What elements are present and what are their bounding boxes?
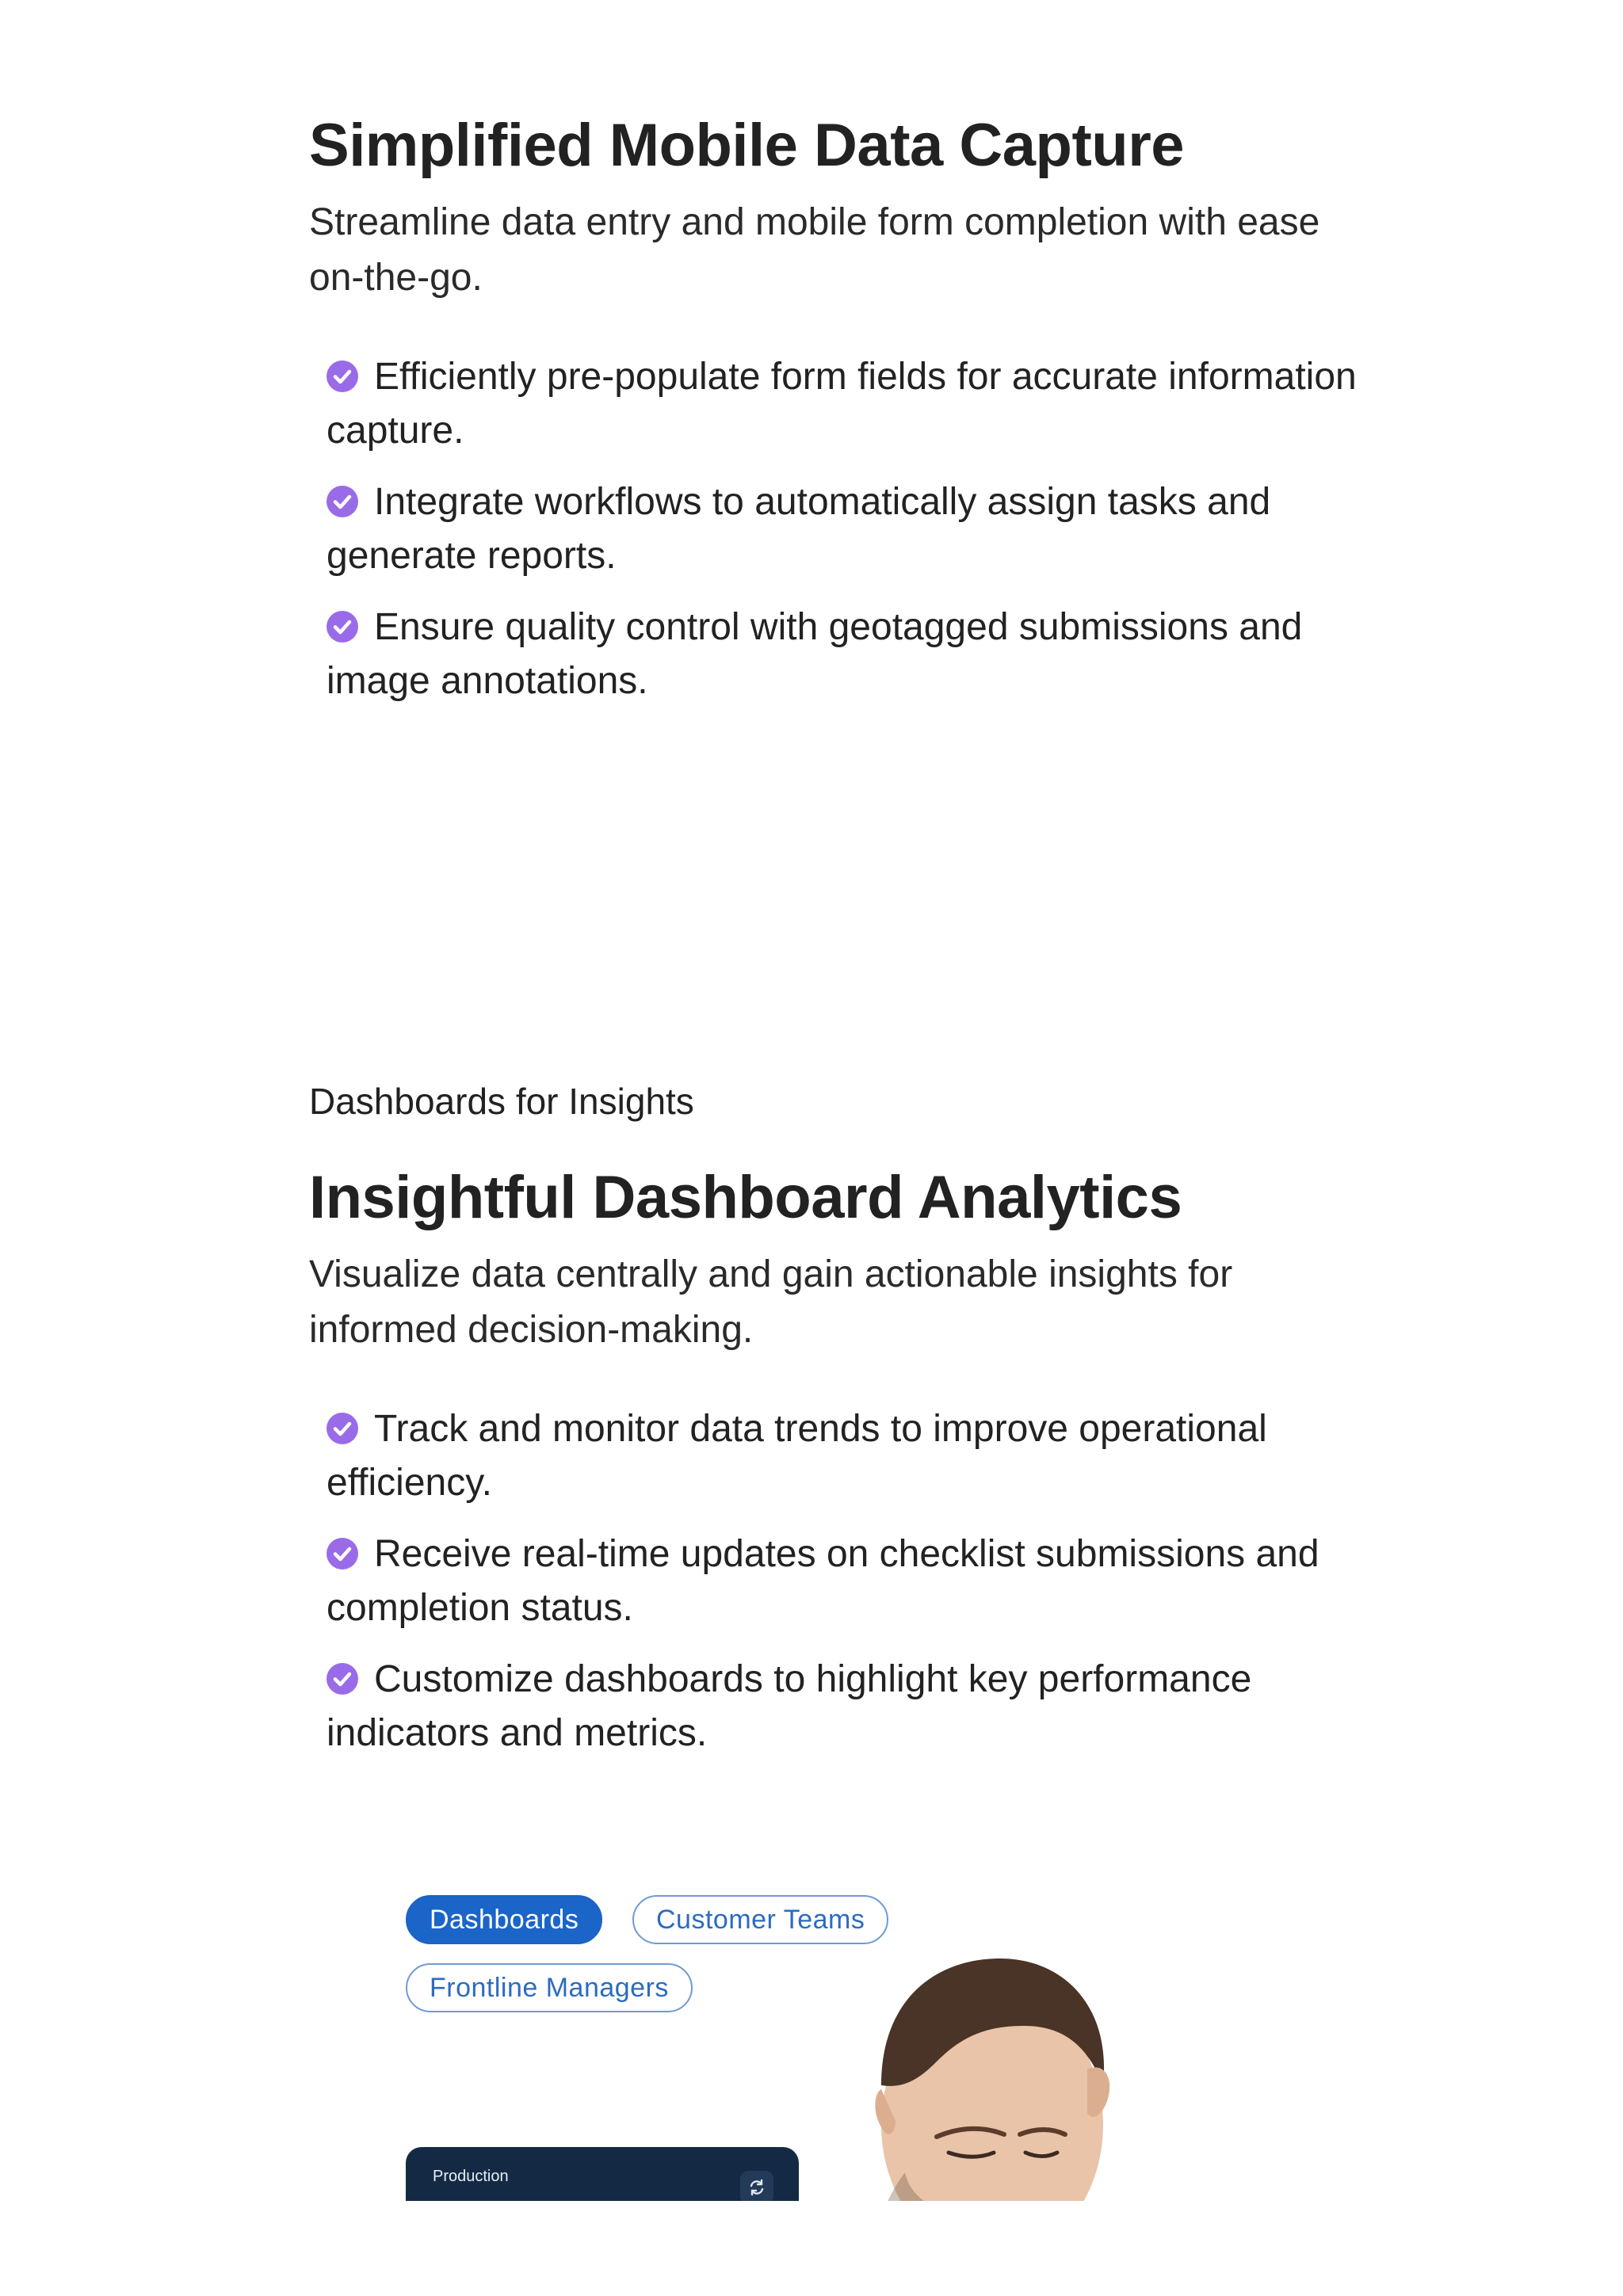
chip-frontline-managers[interactable]: Frontline Managers	[406, 1963, 693, 2012]
card-label: Production	[433, 2168, 509, 2185]
check-circle-icon	[327, 1413, 358, 1444]
check-circle-icon	[327, 611, 358, 643]
dashboard-analytics-section	[309, 1077, 1387, 1778]
feature-text: Customize dashboards to highlight key performance indicators and metrics.	[327, 1658, 1252, 1754]
check-circle-icon	[327, 486, 358, 517]
feature-list	[309, 1402, 1387, 1760]
section-subtitle: Streamline data entry and mobile form completion with ease on-the-go.	[309, 201, 1320, 299]
feature-text: Efficiently pre-populate form fields for accurate information capture.	[327, 356, 1357, 452]
check-circle-icon	[327, 1663, 358, 1695]
list-item	[327, 601, 1387, 708]
mobile-data-capture-section	[309, 111, 1387, 726]
check-circle-icon	[327, 360, 358, 392]
feature-text: Track and monitor data trends to improve operational efficiency.	[327, 1408, 1267, 1504]
list-item	[327, 1527, 1387, 1635]
list-item	[327, 350, 1387, 458]
feature-text: Receive real-time updates on checklist submissions and completion status.	[327, 1533, 1319, 1629]
dashboard-preview	[406, 1895, 1119, 2201]
chip-dashboards[interactable]: Dashboards	[406, 1895, 602, 1944]
section-title: Simplified Mobile Data Capture	[309, 112, 1185, 179]
dashboard-card	[406, 2147, 799, 2201]
check-circle-icon	[327, 1538, 358, 1569]
section-title: Insightful Dashboard Analytics	[309, 1164, 1182, 1231]
section-subtitle: Visualize data centrally and gain actionable insights for informed decision-making.	[309, 1253, 1233, 1351]
section-eyebrow: Dashboards for Insights	[309, 1081, 694, 1122]
person-photo	[850, 1951, 1119, 2201]
feature-list	[309, 350, 1387, 708]
list-item	[327, 1402, 1387, 1510]
chip-customer-teams[interactable]: Customer Teams	[632, 1895, 888, 1944]
feature-text: Integrate workflows to automatically assign tasks and generate reports.	[327, 481, 1271, 577]
list-item	[327, 475, 1387, 583]
feature-text: Ensure quality control with geotagged submissions and image annotations.	[327, 606, 1303, 702]
refresh-icon[interactable]	[740, 2171, 773, 2201]
list-item	[327, 1653, 1387, 1760]
